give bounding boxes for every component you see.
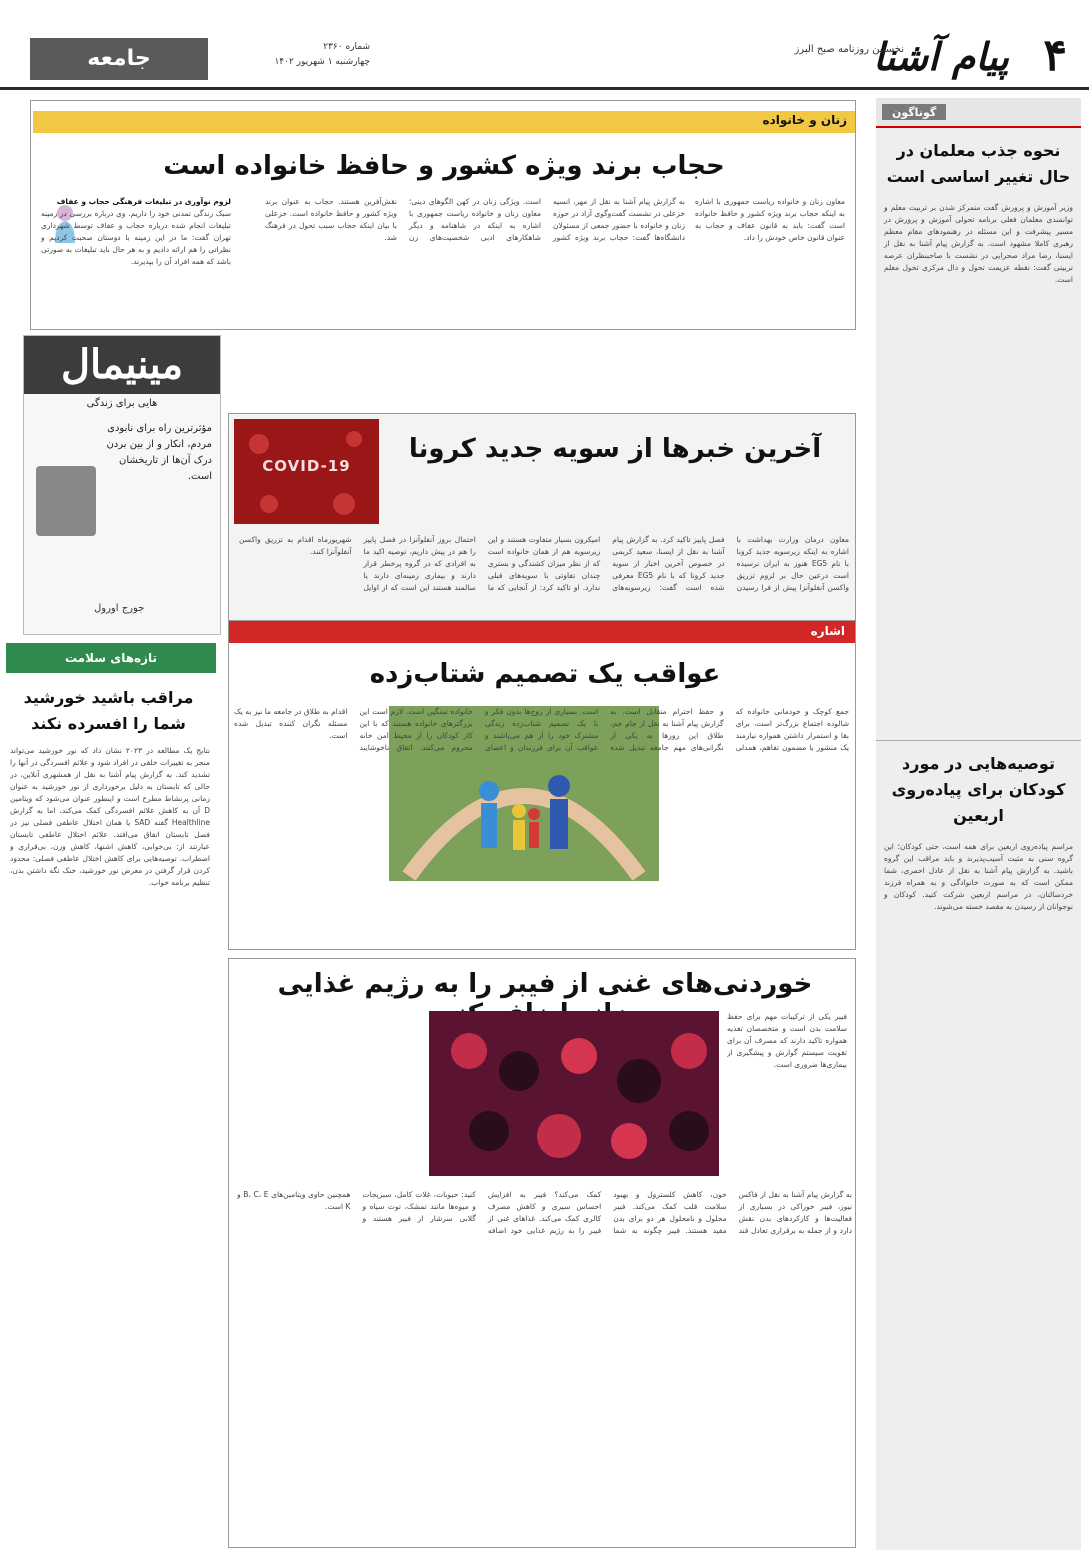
issue-date: چهارشنبه ۱ شهریور ۱۴۰۲	[274, 57, 370, 67]
issue-info	[215, 40, 370, 70]
column-header	[876, 98, 1081, 128]
article-lead: معاون زنان و خانواده ریاست جمهوری با اشاره به اینکه حجاب برند ویژه کشور و حافظ خانواده است گفت: باید به قانون عفاف و حجاب به عنوان قانون خاص خودش را داد.	[695, 197, 845, 242]
article-title: خوردنی‌های غنی از فیبر را به رژیم غذایی	[277, 969, 813, 999]
side-text: سبک زندگی تمدنی خود را داریم. وی درباره بررسی در زمینه تبلیغات انجام شده درباره حجاب و عفاف توسط شهرداری تهران گفت: ما در این زمینه با دوستان صحبت کردیم و نظراتی را هم ارائه دادیم و به هر حال باید تبلیغات به صورتی باشد که همه افراد آن را بپذیرند.	[41, 209, 231, 266]
health-label: تازه‌های سلامت	[64, 651, 158, 665]
article-body: جمع کوچک و خودمانی خانواده که شالوده اجتماع بزرگ‌تر است، برای بقا و استمرار داشتن همواره نیازمند یک منشور با مضمون تفاهم، همدلی و حفظ احترام متقابل است. به گزارش پیام آشنا به نقل از جام جم، طلاق این روزها به یکی از نگرانی‌های مهم جامعه تبدیل شده است. بسیاری از زوج‌ها بدون فکر و با یک تصمیم شتاب‌زده زندگی مشترک خود را از هم می‌پاشند و عواقب آن برای فرزندان و اعضای خانواده سنگین است. لازم است این بزرگترهای خانواده هستند که با این کار کودکان را از محیط امن خانه محروم می‌کنند. اتفاق ناخوشایند اقدام به طلاق در جامعه ما نیز به یک مسئله نگران کننده تبدیل شده است.	[234, 707, 849, 752]
article-family	[228, 620, 856, 950]
article-fiber	[228, 958, 856, 1548]
kicker-bar	[33, 111, 855, 133]
ad-quote: مؤثرترین راه برای نابودی مردم، انکار و از بین بردن درک آن‌ها از تاریخشان است.	[106, 423, 212, 482]
arbaeen-headline: توصیه‌هایی در مورد کودکان برای پیاده‌روی اربعین	[876, 740, 1081, 839]
ad-title: مینیمال	[24, 336, 220, 394]
health-title: مراقب باشید خورشید شما را افسرده نکند	[23, 688, 194, 733]
newspaper-logo: پیام آشنا	[873, 34, 1009, 79]
author-portrait	[36, 466, 96, 536]
article-covid	[228, 413, 856, 628]
newspaper-tagline: نخستین روزنامه صبح البرز	[794, 44, 904, 55]
side-column	[41, 196, 231, 321]
article-title: عواقب یک تصمیم شتاب‌زده	[369, 659, 721, 689]
column-label: گوناگون	[882, 104, 946, 120]
teachers-text: وزیر آموزش و پرورش گفت متمرکز شدن بر تربیت معلم و توانمندی معلمان فعلی برنامه تحولی آموزش و پرورش در مسیر پیشرفت و این مسئله در رهنمودهای مقام معظم رهبری کاملا مشهود است. به گزارش پیام آشنا به نقل از ایسنا، رضا مراد صحرایی در نشست با صاحبنظران عرصه تربیتی گفت: نقطه عزیمت تحول و دال مرکزی تحول معلم است.	[884, 203, 1073, 284]
book-advertisement	[23, 335, 221, 635]
ad-author: جورج اورول	[94, 603, 145, 614]
covid-image	[234, 419, 379, 524]
masthead	[0, 0, 1089, 90]
article-body: به گزارش پیام آشنا به نقل از مهر، انسیه خزعلی در نشست گفت‌وگوی آزاد در حوزه زنان و خانواده با حضور جمعی از مسئولان دانشگاه‌ها گفت: حجاب برند ویژه کشور است. ویژگی زنان در کهن الگوهای دینی؛ معاون زنان و خانواده ریاست جمهوری با اشاره به اینکه در شاهنامه و دیگر شاهکارهای ادبی شخصیت‌های زن نقش‌آفرین هستند. حجاب به عنوان برند ویژه کشور و حافظ خانواده است. خزعلی با بیان اینکه حجاب سبب تحول در فرهنگ شد.	[265, 197, 685, 242]
health-text: نتایج یک مطالعه در ۲۰۲۳ نشان داد که نور خورشید می‌تواند منجر به تغییرات خلقی در افراد شود و علائم افسردگی در آنها را تشدید کند. به گزارش پیام آشنا به نقل از همشهری آنلاین، در حالی که تابستان به دلیل برخورداری از نور خورشید به عنوان زمانی پرنشاط مطرح است و اینطور عنوان می‌شود که ویتامین D آن به کاهش علائم افسردگی کمک می‌کند، اما به گزارش Healthline گفته SAD یا همان اختلال عاطفی فصلی نیز در فصل تابستان اتفاق می‌افتد. علائم اختلال عاطفی تابستان عبارتند از: بی‌خوابی، کاهش اشتها، کاهش وزن، بی‌قراری و اضطراب. توصیه‌هایی برای کاهش اختلال عاطفی فصلی: محدود کردن قرار گرفتن در معرض نور خورشید، خنک نگه داشتن بدن، تنظیم برنامه خواب.	[10, 746, 210, 887]
article-body: معاون درمان وزارت بهداشت با اشاره به اینکه زیرسویه جدید کرونا با نام EG5 هنوز به ایران نرسیده است درعین حال بر لزوم تزریق واکسن آنفلوآنزا پیش از فرا رسیدن فصل پاییز تاکید کرد. به گزارش پیام آشنا به نقل از ایسنا، سعید کریمی در خصوص آخرین اخبار از سویه جدید کرونا که با نام EG5 معرفی شده است گفت: زیرسویه‌های امیکرون بسیار متفاوت هستند و این زیرسویه هم از همان خانواده است که از نظر میزان کشندگی و بستری چندان تفاوتی با سویه‌های قبلی ندارد. او تاکید کرد: از آنجایی که ما احتمال بروز آنفلوآنزا در فصل پاییز را هم در پیش داریم، توصیه اکید ما به افرادی که در گروه پرخطر قرار دارند و بیماری زمینه‌ای دارند یا سالمند هستند این است که از اوایل شهریورماه اقدام به تزریق واکسن آنفلوآنزا کنند.	[239, 535, 849, 592]
side-subheading: لزوم نوآوری در تبلیغات فرهنگی حجاب و عفاف	[56, 197, 231, 206]
health-section-header	[6, 643, 216, 673]
article-title: حجاب برند ویژه کشور و حافظ خانواده است	[163, 151, 725, 181]
ad-subtitle: هایی برای زندگی	[86, 398, 158, 409]
kicker-label: زنان و خانواده	[762, 113, 847, 127]
miscellaneous-column	[876, 98, 1081, 1550]
article-body: به گزارش پیام آشنا به نقل از فاکس نیوز، فیبر خوراکی در بسیاری از فعالیت‌ها و کارکردهای بدن نقش دارد و از جمله به برقراری تعادل قند خون، کاهش کلسترول و بهبود سلامت قلب کمک می‌کند. فیبر محلول و نامحلول هر دو برای بدن مفید هستند. فیبر چگونه به شما کمک می‌کند؟ فیبر به افزایش احساس سیری و کاهش مصرف کالری کمک می‌کند. غذاهای غنی از فیبر را به رژیم غذایی خود اضافه کنید: حبوبات، غلات کامل، سبزیجات و میوه‌ها مانند تمشک، توت سیاه و گلابی سرشار از فیبر هستند و همچنین حاوی ویتامین‌های B، C، E و K است.	[237, 1190, 852, 1235]
berries-icon	[429, 1011, 719, 1176]
arbaeen-text: مراسم پیاده‌روی اربعین برای همه است، حتی کودکان؛ این گروه سنی به مثبت آسیب‌پذیرند و باید مراقب این گروه باشید. به گزارش پیام آشنا به نقل از عادل احمری، شما ممکن است که به صورت خانوادگی و به همراه فرزند خردسالتان، در مراسم اربعین شرکت کنید. کودکان و نوجوانان از رسیدن به مقصد خسته می‌شوند.	[884, 842, 1073, 911]
page-number: ۴	[1043, 30, 1067, 81]
section-label: جامعه	[30, 38, 208, 80]
issue-number: شماره ۲۳۶۰	[323, 42, 370, 52]
covid-label: COVID-19	[262, 457, 351, 475]
article-lead: فیبر یکی از ترکیبات مهم برای حفظ سلامت بدن است و متخصصان تغذیه همواره تاکید دارند که مصرف آن برای تقویت سیستم گوارش و پیشگیری از بیماری‌ها ضروری است.	[727, 1012, 847, 1069]
article-title: آخرین خبرها از سویه جدید کرونا	[408, 434, 822, 464]
label-bar	[229, 621, 855, 643]
teachers-headline: نحوه جذب معلمان در حال تغییر اساسی است	[886, 141, 1071, 186]
label-text: اشاره	[810, 624, 845, 638]
berries-photo	[429, 1011, 719, 1176]
article-hijab	[30, 100, 856, 330]
